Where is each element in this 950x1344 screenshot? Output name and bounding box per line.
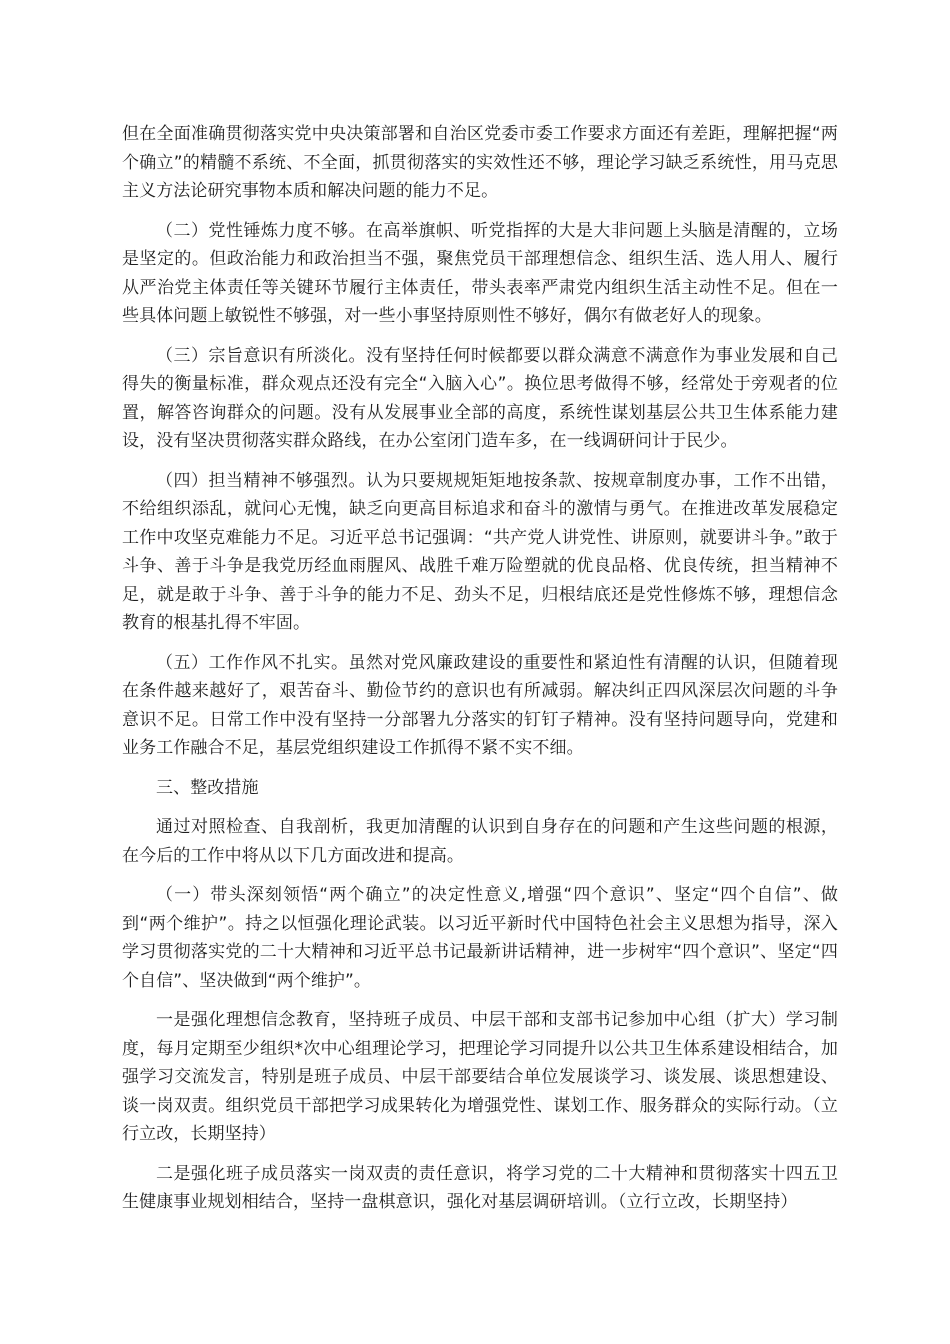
document-page bbox=[122, 120, 838, 1228]
paragraph-measure-1b: 二是强化班子成员落实一岗双责的责任意识，将学习党的二十大精神和贯彻落实十四五卫生健康事业规划相结合，坚持一盘棋意识，强化对基层调研培训。（立行立改，长期坚持） bbox=[122, 1163, 838, 1212]
paragraph-item-5: （五）工作作风不扎实。虽然对党风廉政建设的重要性和紧迫性有清醒的认识，但随着现在条件越来越好了，艰苦奋斗、勤俭节约的意识也有所减弱。解决纠正四风深层次问题的斗争意识不足。日常工作中没有坚持一分部署九分落实的钉钉子精神。没有坚持问题导向，党建和业务工作融合不足，基层党组织建设工作抓得不紧不实不细。 bbox=[122, 652, 838, 758]
paragraph-intro: 通过对照检查、自我剖析，我更加清醒的认识到自身存在的问题和产生这些问题的根源，在今后的工作中将从以下几方面改进和提高。 bbox=[122, 817, 838, 866]
paragraph-item-4: （四）担当精神不够强烈。认为只要规规矩矩地按条款、按规章制度办事，工作不出错，不给组织添乱，就问心无愧，缺乏向更高目标追求和奋斗的激情与勇气。在推进改革发展稳定工作中攻坚克难能力不足。习近平总书记强调：“共产党人讲党性、讲原则，就要讲斗争。”敢于斗争、善于斗争是我党历经血雨腥风、战胜千难万险塑就的优良品格、优良传统，担当精神不足，就是敢于斗争、善于斗争的能力不足、劲头不足，归根结底还是党性修炼不够，理想信念教育的根基扎得不牢固。 bbox=[122, 470, 838, 633]
paragraph-measure-1a: 一是强化理想信念教育，坚持班子成员、中层干部和支部书记参加中心组（扩大）学习制度，每月定期至少组织*次中心组理论学习，把理论学习同提升以公共卫生体系建设相结合，加强学习交流发言，特别是班子成员、中层干部要结合单位发展谈学习、谈发展、谈思想建设、谈一岗双责。组织党员干部把学习成果转化为增强党性、谋划工作、服务群众的实际行动。（立行立改，长期坚持） bbox=[122, 1010, 838, 1144]
paragraph-continuation: 但在全面准确贯彻落实党中央决策部署和自治区党委市委工作要求方面还有差距，理解把握“两个确立”的精髓不系统、不全面，抓贯彻落实的实效性还不够，理论学习缺乏系统性，用马克思主义方法论研究事物本质和解决问题的能力不足。 bbox=[122, 124, 838, 201]
paragraph-item-2: （二）党性锤炼力度不够。在高举旗帜、听党指挥的大是大非问题上头脑是清醒的，立场是坚定的。但政治能力和政治担当不强，聚焦党员干部理想信念、组织生活、选人用人、履行从严治党主体责任等关键环节履行主体责任，带头表率严肃党内组织生活主动性不足。但在一些具体问题上敏锐性不够强，对一些小事坚持原则性不够好，偶尔有做老好人的现象。 bbox=[122, 220, 838, 326]
paragraph-item-3: （三）宗旨意识有所淡化。没有坚持任何时候都要以群众满意不满意作为事业发展和自己得失的衡量标准，群众观点还没有完全“入脑入心”。换位思考做得不够，经常处于旁观者的位置，解答咨询群众的问题。没有从发展事业全部的高度，系统性谋划基层公共卫生体系能力建设，没有坚决贯彻落实群众路线，在办公室闭门造车多，在一线调研问计于民少。 bbox=[122, 345, 838, 451]
paragraph-measure-1: （一）带头深刻领悟“两个确立”的决定性意义,增强“四个意识”、坚定“四个自信”、做到“两个维护”。持之以恒强化理论武装。以习近平新时代中国特色社会主义思想为指导，深入学习贯彻落实党的二十大精神和习近平总书记最新讲话精神，进一步树牢“四个意识”、坚定“四个自信”、坚决做到“两个维护”。 bbox=[122, 885, 838, 991]
section-heading: 三、整改措施 bbox=[156, 777, 259, 798]
